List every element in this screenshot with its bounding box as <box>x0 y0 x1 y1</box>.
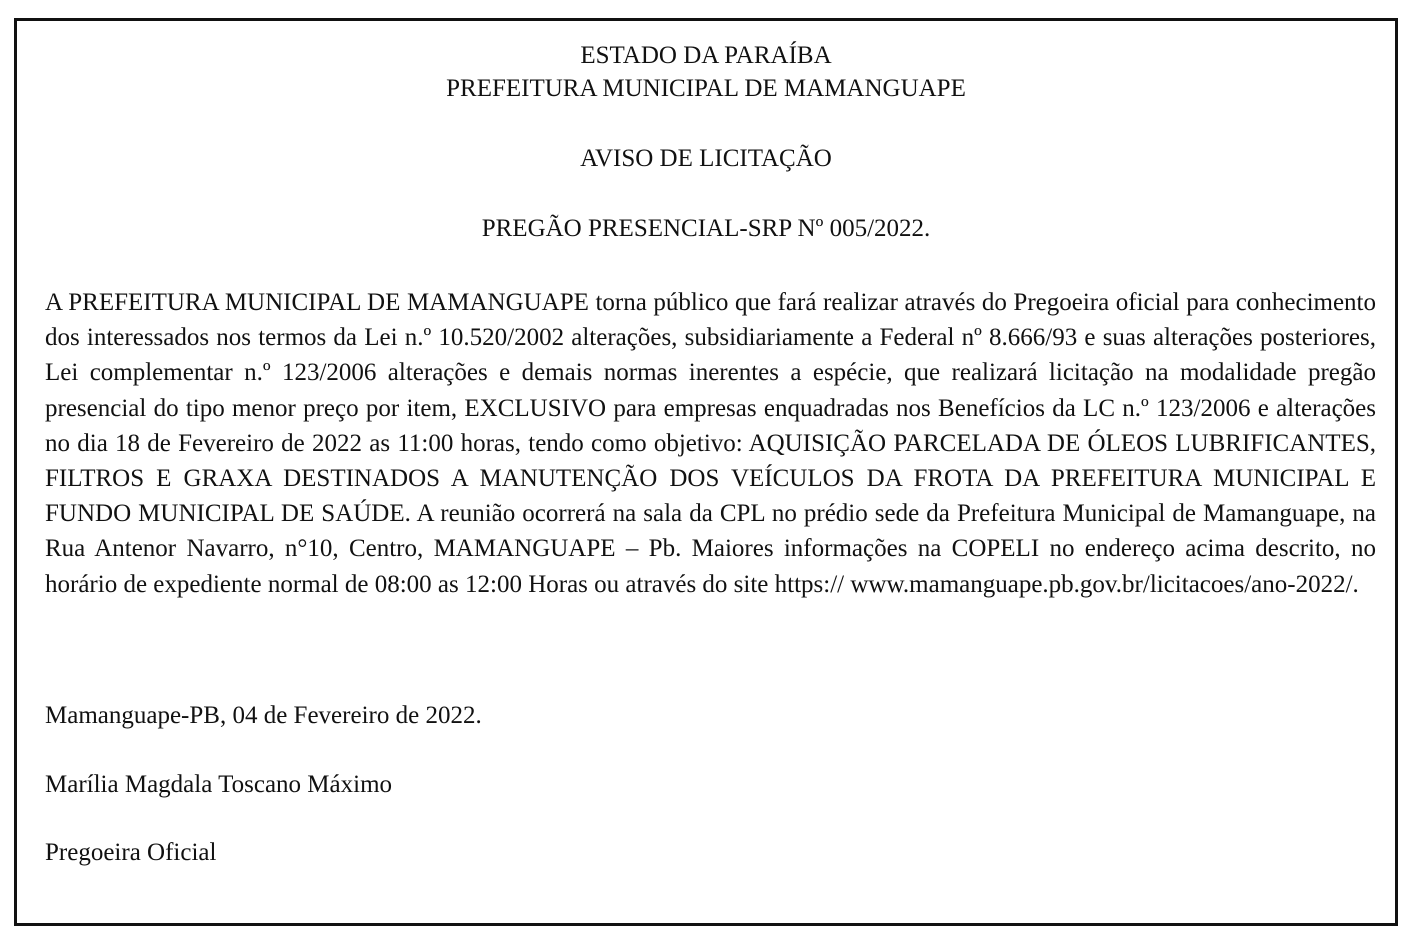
state-heading: ESTADO DA PARAÍBA <box>580 42 832 69</box>
notice-box <box>14 18 1398 926</box>
notice-body-paragraph: A PREFEITURA MUNICIPAL DE MAMANGUAPE torna público que fará realizar através do Pregoeira oficial para conhecimento dos interessados nos termos da Lei n.º 10.520/2002 alterações, subsidiariamente a Federal nº 8.666/93 e suas alterações posteriores, Lei complementar n.º 123/2006 alterações e demais normas inerentes a espécie, que realizará licitação na modalidade pregão presencial do tipo menor preço por item, EXCLUSIVO para empresas enquadradas nos Benefícios da LC n.º 123/2006 e alterações no dia 18 de Fevereiro de 2022 as 11:00 horas, tendo como objetivo: AQUISIÇÃO PARCELADA DE ÓLEOS LUBRIFICANTES, FILTROS E GRAXA DESTINADOS A MANUTENÇÃO DOS VEÍCULOS DA FROTA DA PREFEITURA MUNICIPAL E FUNDO MUNICIPAL DE SAÚDE. A reunião ocorrerá na sala da CPL no prédio sede da Prefeitura Municipal de Mamanguape, na Rua Antenor Navarro, n°10, Centro, MAMANGUAPE – Pb. Maiores informações na COPELI no endereço acima descrito, no horário de expediente normal de 08:00 as 12:00 Horas ou através do site https:// www.mamanguape.pb.gov.br/licitacoes/ano-2022/. <box>45 289 1376 598</box>
process-number: PREGÃO PRESENCIAL-SRP Nº 005/2022. <box>481 215 931 242</box>
city-hall-heading: PREFEITURA MUNICIPAL DE MAMANGUAPE <box>446 75 966 102</box>
notice-title: AVISO DE LICITAÇÃO <box>580 145 832 172</box>
signer-role: Pregoeira Oficial <box>45 839 217 866</box>
signer-name: Marília Magdala Toscano Máximo <box>45 771 393 798</box>
notice-date: Mamanguape-PB, 04 de Fevereiro de 2022. <box>45 702 482 729</box>
